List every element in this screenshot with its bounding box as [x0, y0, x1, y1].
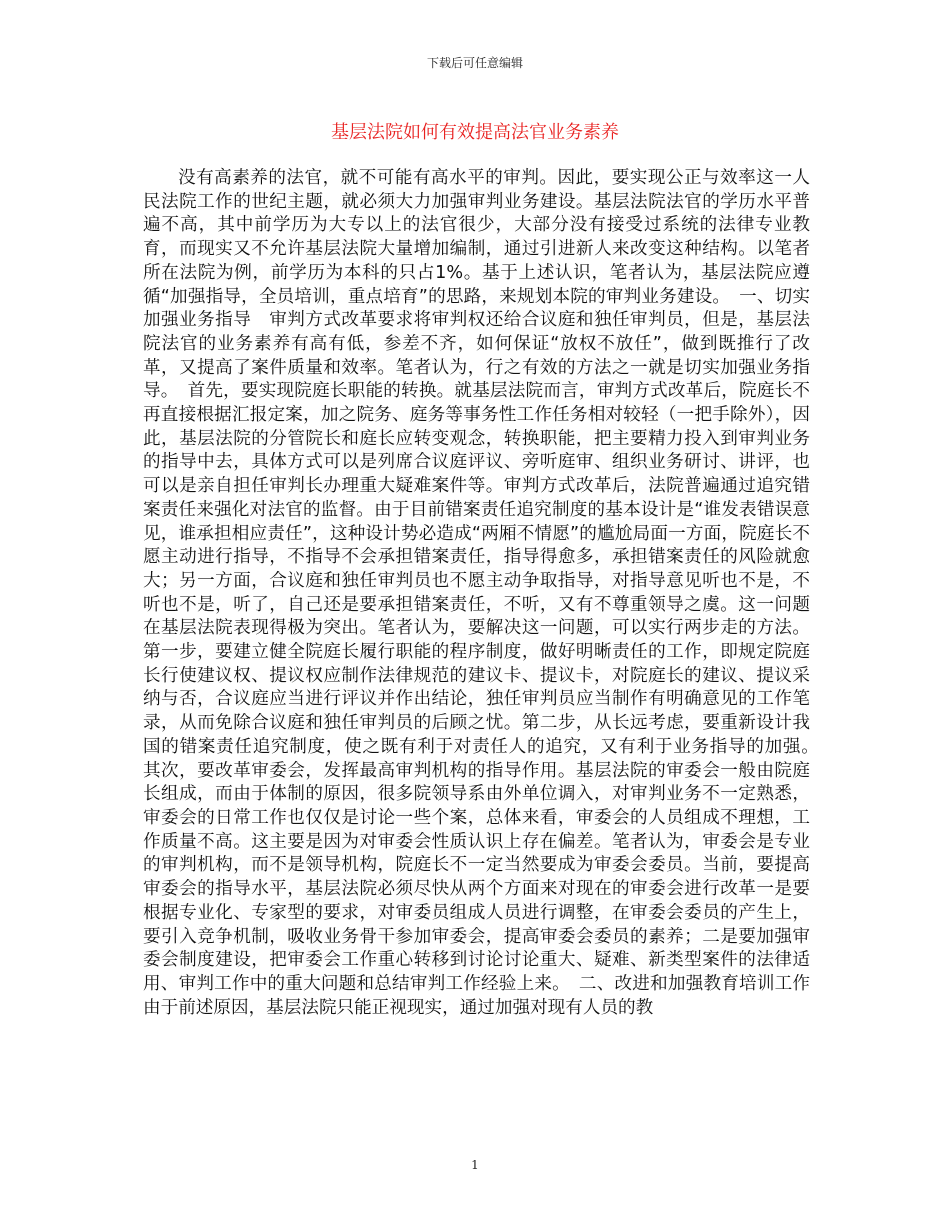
- page-number: 1: [471, 1158, 479, 1172]
- page-header-note: 下载后可任意编辑: [426, 56, 523, 70]
- article-body: 没有高素养的法官，就不可能有高水平的审判。因此，要实现公正与效率这一人民法院工作的世纪主题，就必须大力加强审判业务建设。基层法院法官的学历水平普遍不高，其中前学历为大专以上的法官很少，大部分没有接受过系统的法律专业教育，而现实又不允许基层法院大量增加编制，通过引进新人来改变这种结构。以笔者所在法院为例，前学历为本科的只占1%。基于上述认识，笔者认为，基层法院应遵循“加强指导，全员培训，重点培育”的思路，来规划本院的审判业务建设。 一、切实加强业务指导 审判方式改革要求将审判权还给合议庭和独任审判员，但是，基层法院法官的业务素养有高有低，参差不齐，如何保证“放权不放任”，做到既推行了改革，又提高了案件质量和效率。笔者认为，行之有效的方法之一就是切实加强业务指导。 首先，要实现院庭长职能的转换。就基层法院而言，审判方式改革后，院庭长不再直接根据汇报定案，加之院务、庭务等事务性工作任务相对较轻（一把手除外），因此，基层法院的分管院长和庭长应转变观念，转换职能，把主要精力投入到审判业务的指导中去，具体方式可以是列席合议庭评议、旁听庭审、组织业务研讨、讲评，也可以是亲自担任审判长办理重大疑难案件等。审判方式改革后，法院普遍通过追究错案责任来强化对法官的监督。由于目前错案责任追究制度的基本设计是“谁发表错误意见，谁承担相应责任”，这种设计势必造成“两厢不情愿”的尴尬局面一方面，院庭长不愿主动进行指导，不指导不会承担错案责任，指导得愈多，承担错案责任的风险就愈大；另一方面，合议庭和独任审判员也不愿主动争取指导，对指导意见听也不是，不听也不是，听了，自己还是要承担错案责任，不听，又有不尊重领导之虞。这一问题在基层法院表现得极为突出。笔者认为，要解决这一问题，可以实行两步走的方法。第一步，要建立健全院庭长履行职能的程序制度，做好明晰责任的工作，即规定院庭长行使建议权、提议权应制作法律规范的建议卡、提议卡，对院庭长的建议、提议采纳与否，合议庭应当进行评议并作出结论，独任审判员应当制作有明确意见的工作笔录，从而免除合议庭和独任审判员的后顾之忧。第二步，从长远考虑，要重新设计我国的错案责任追究制度，使之既有利于对责任人的追究，又有利于业务指导的加强。 其次，要改革审委会，发挥最高审判机构的指导作用。基层法院的审委会一般由院庭长组成，而由于体制的原因，很多院领导系由外单位调入，对审判业务不一定熟悉，审委会的日常工作也仅仅是讨论一些个案，总体来看，审委会的人员组成不理想，工作质量不高。这主要是因为对审委会性质认识上存在偏差。笔者认为，审委会是专业的审判机构，而不是领导机构，院庭长不一定当然要成为审委会委员。当前，要提高审委会的指导水平，基层法院必须尽快从两个方面来对现在的审委会进行改革一是要根据专业化、专家型的要求，对审委员组成人员进行调整，在审委会委员的产生上，要引入竞争机制，吸收业务骨干参加审委会，提高审委会委员的素养；二是要加强审委会制度建设，把审委会工作重心转移到讨论讨论重大、疑难、新类型案件的法律适用、审判工作中的重大问题和总结审判工作经验上来。 二、改进和加强教育培训工作 由于前述原因，基层法院只能正视现实，通过加强对现有人员的教: [143, 168, 828, 1018]
- document-title: 基层法院如何有效提高法官业务素养: [331, 122, 619, 143]
